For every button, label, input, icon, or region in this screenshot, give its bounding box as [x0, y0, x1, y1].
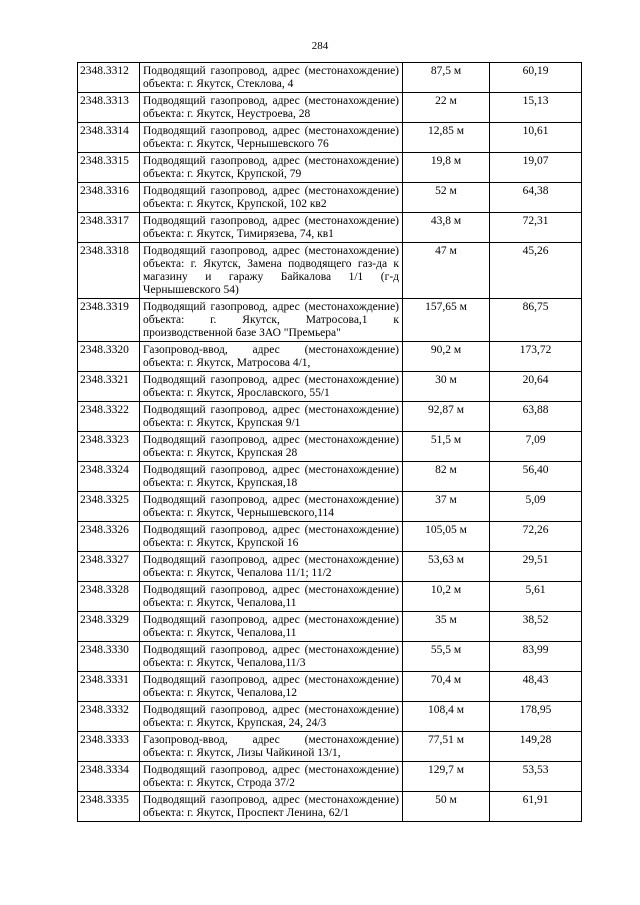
row-value: 45,26 [490, 243, 582, 299]
row-description: Подводящий газопровод, адрес (местонахождение) объекта: г. Якутск, Чепалова,11 [140, 582, 403, 612]
row-code: 2348.3327 [78, 552, 140, 582]
table-row [78, 342, 582, 372]
table-row [78, 582, 582, 612]
row-code: 2348.3320 [78, 342, 140, 372]
row-length: 82 м [403, 462, 490, 492]
row-code: 2348.3321 [78, 372, 140, 402]
row-description: Подводящий газопровод, адрес (местонахождение) объекта: г. Якутск, Стеклова, 4 [140, 63, 403, 93]
row-description: Подводящий газопровод, адрес (местонахождение) объекта: г. Якутск, Крупская 9/1 [140, 402, 403, 432]
row-value: 15,13 [490, 93, 582, 123]
row-description: Подводящий газопровод, адрес (местонахождение) объекта: г. Якутск, Чепалова,11/3 [140, 642, 403, 672]
row-code: 2348.3328 [78, 582, 140, 612]
row-length: 55,5 м [403, 642, 490, 672]
row-value: 48,43 [490, 672, 582, 702]
row-description: Подводящий газопровод, адрес (местонахождение) объекта: г. Якутск, Чепалова,12 [140, 672, 403, 702]
row-value: 173,72 [490, 342, 582, 372]
table-row [78, 762, 582, 792]
table-row [78, 702, 582, 732]
row-code: 2348.3316 [78, 183, 140, 213]
row-value: 56,40 [490, 462, 582, 492]
row-length: 105,05 м [403, 522, 490, 552]
row-description: Подводящий газопровод, адрес (местонахождение) объекта: г. Якутск, Крупская, 24, 24/3 [140, 702, 403, 732]
row-value: 19,07 [490, 153, 582, 183]
row-length: 47 м [403, 243, 490, 299]
row-length: 50 м [403, 792, 490, 822]
table-row [78, 552, 582, 582]
row-value: 5,09 [490, 492, 582, 522]
row-code: 2348.3324 [78, 462, 140, 492]
row-length: 30 м [403, 372, 490, 402]
row-code: 2348.3330 [78, 642, 140, 672]
row-description: Подводящий газопровод, адрес (местонахождение) объекта: г. Якутск, Строда 37/2 [140, 762, 403, 792]
row-length: 12,85 м [403, 123, 490, 153]
row-description: Подводящий газопровод, адрес (местонахождение) объекта: г. Якутск, Проспект Ленина, 62/1 [140, 792, 403, 822]
row-value: 60,19 [490, 63, 582, 93]
row-description: Подводящий газопровод, адрес (местонахождение) объекта: г. Якутск, Чернышевского 76 [140, 123, 403, 153]
row-value: 149,28 [490, 732, 582, 762]
row-code: 2348.3329 [78, 612, 140, 642]
row-length: 90,2 м [403, 342, 490, 372]
row-value: 5,61 [490, 582, 582, 612]
table-row [78, 612, 582, 642]
row-length: 35 м [403, 612, 490, 642]
row-value: 63,88 [490, 402, 582, 432]
row-length: 77,51 м [403, 732, 490, 762]
row-code: 2348.3333 [78, 732, 140, 762]
table-row [78, 243, 582, 299]
table-row [78, 153, 582, 183]
row-length: 129,7 м [403, 762, 490, 792]
row-value: 83,99 [490, 642, 582, 672]
row-description: Подводящий газопровод, адрес (местонахождение) объекта: г. Якутск, Чепалова,11 [140, 612, 403, 642]
table-row [78, 492, 582, 522]
row-code: 2348.3315 [78, 153, 140, 183]
row-description: Подводящий газопровод, адрес (местонахождение) объекта: г. Якутск, Крупская 28 [140, 432, 403, 462]
row-description: Газопровод-ввод, адрес (местонахождение) объекта: г. Якутск, Лизы Чайкиной 13/1, [140, 732, 403, 762]
row-length: 157,65 м [403, 299, 490, 342]
row-length: 19,8 м [403, 153, 490, 183]
row-value: 72,31 [490, 213, 582, 243]
row-code: 2348.3331 [78, 672, 140, 702]
row-description: Подводящий газопровод, адрес (местонахождение) объекта: г. Якутск, Неустроева, 28 [140, 93, 403, 123]
row-length: 51,5 м [403, 432, 490, 462]
row-code: 2348.3312 [78, 63, 140, 93]
row-length: 37 м [403, 492, 490, 522]
row-length: 52 м [403, 183, 490, 213]
row-length: 53,63 м [403, 552, 490, 582]
row-code: 2348.3325 [78, 492, 140, 522]
row-description: Подводящий газопровод, адрес (местонахождение) объекта: г. Якутск, Крупской, 79 [140, 153, 403, 183]
row-code: 2348.3318 [78, 243, 140, 299]
row-value: 7,09 [490, 432, 582, 462]
row-description: Газопровод-ввод, адрес (местонахождение) объекта: г. Якутск, Матросова 4/1, [140, 342, 403, 372]
row-description: Подводящий газопровод, адрес (местонахождение) объекта: г. Якутск, Чепалова 11/1; 11/2 [140, 552, 403, 582]
table-row [78, 522, 582, 552]
table-row [78, 63, 582, 93]
row-value: 61,91 [490, 792, 582, 822]
table-row [78, 672, 582, 702]
table-row [78, 183, 582, 213]
table-row [78, 299, 582, 342]
asset-table [77, 62, 582, 822]
table-row [78, 93, 582, 123]
row-length: 43,8 м [403, 213, 490, 243]
table-row [78, 123, 582, 153]
row-length: 10,2 м [403, 582, 490, 612]
row-length: 87,5 м [403, 63, 490, 93]
row-description: Подводящий газопровод, адрес (местонахождение) объекта: г. Якутск, Тимирязева, 74, кв1 [140, 213, 403, 243]
row-value: 20,64 [490, 372, 582, 402]
table-row [78, 792, 582, 822]
row-code: 2348.3314 [78, 123, 140, 153]
row-value: 178,95 [490, 702, 582, 732]
row-description: Подводящий газопровод, адрес (местонахождение) объекта: г. Якутск, Матросова,1 к производственной базе ЗАО "Премьера" [140, 299, 403, 342]
row-code: 2348.3317 [78, 213, 140, 243]
row-description: Подводящий газопровод, адрес (местонахождение) объекта: г. Якутск, Ярославского, 55/1 [140, 372, 403, 402]
row-code: 2348.3326 [78, 522, 140, 552]
row-value: 72,26 [490, 522, 582, 552]
table-row [78, 402, 582, 432]
row-description: Подводящий газопровод, адрес (местонахождение) объекта: г. Якутск, Крупская,18 [140, 462, 403, 492]
row-description: Подводящий газопровод, адрес (местонахождение) объекта: г. Якутск, Замена подводящего газ-да к магазину и гаражу Байкалова 1/1 (г-д Чернышевского 54) [140, 243, 403, 299]
table-row [78, 462, 582, 492]
page-number: 284 [311, 40, 329, 52]
row-description: Подводящий газопровод, адрес (местонахождение) объекта: г. Якутск, Крупской, 102 кв2 [140, 183, 403, 213]
asset-table-body [78, 63, 582, 822]
row-code: 2348.3332 [78, 702, 140, 732]
row-code: 2348.3323 [78, 432, 140, 462]
row-length: 108,4 м [403, 702, 490, 732]
row-code: 2348.3334 [78, 762, 140, 792]
table-row [78, 732, 582, 762]
row-value: 86,75 [490, 299, 582, 342]
row-length: 22 м [403, 93, 490, 123]
row-description: Подводящий газопровод, адрес (местонахождение) объекта: г. Якутск, Крупской 16 [140, 522, 403, 552]
row-value: 64,38 [490, 183, 582, 213]
row-code: 2348.3322 [78, 402, 140, 432]
table-row [78, 642, 582, 672]
row-code: 2348.3313 [78, 93, 140, 123]
row-value: 38,52 [490, 612, 582, 642]
row-value: 10,61 [490, 123, 582, 153]
table-row [78, 432, 582, 462]
row-value: 53,53 [490, 762, 582, 792]
table-row [78, 213, 582, 243]
row-length: 92,87 м [403, 402, 490, 432]
table-row [78, 372, 582, 402]
row-length: 70,4 м [403, 672, 490, 702]
row-value: 29,51 [490, 552, 582, 582]
row-code: 2348.3335 [78, 792, 140, 822]
row-code: 2348.3319 [78, 299, 140, 342]
row-description: Подводящий газопровод, адрес (местонахождение) объекта: г. Якутск, Чернышевского,114 [140, 492, 403, 522]
